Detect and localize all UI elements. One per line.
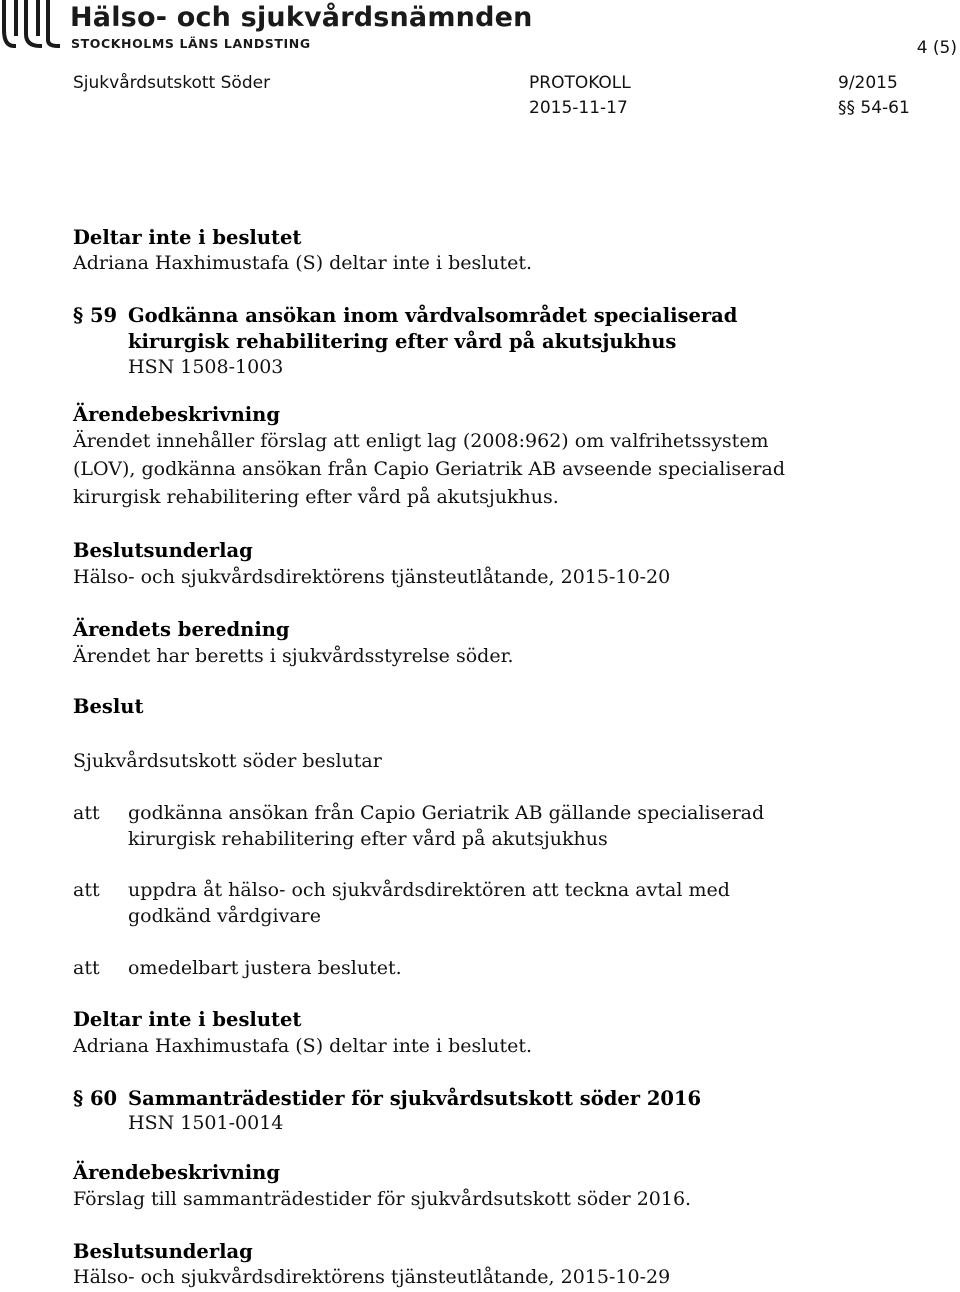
section-heading: Ärendebeskrivning — [73, 1161, 280, 1184]
paragraph-text: Hälso- och sjukvårdsdirektörens tjänsteutlåtande, 2015-10-29 — [73, 1266, 671, 1288]
org-title: Hälso- och sjukvårdsnämnden — [70, 2, 533, 33]
page-number: 4 (5) — [916, 38, 957, 58]
section-title: kirurgisk rehabilitering efter vård på akutsjukhus — [128, 330, 677, 353]
case-number: HSN 1501-0014 — [128, 1112, 284, 1134]
paragraph-text: Förslag till sammanträdestider för sjukvårdsutskott söder 2016. — [73, 1188, 692, 1210]
decision-marker: att — [73, 879, 100, 901]
section-title: Sammanträdestider för sjukvårdsutskott söder 2016 — [128, 1087, 702, 1110]
decision-item-text: kirurgisk rehabilitering efter vård på akutsjukhus — [128, 828, 608, 850]
section-number: § 60 — [73, 1087, 118, 1110]
org-subtitle: STOCKHOLMS LÄNS LANDSTING — [71, 36, 311, 51]
paragraph-text: Ärendet innehåller förslag att enligt lag (2008:962) om valfrihetssystem — [73, 430, 769, 452]
decision-item-text: uppdra åt hälso- och sjukvårdsdirektören att teckna avtal med — [128, 879, 730, 901]
case-number: HSN 1508-1003 — [128, 356, 284, 378]
doc-number: 9/2015 — [838, 73, 898, 93]
paragraph-range: §§ 54-61 — [838, 98, 910, 118]
section-number: § 59 — [73, 304, 118, 327]
decision-item-text: omedelbart justera beslutet. — [128, 957, 402, 979]
paragraph-text: Adriana Haxhimustafa (S) deltar inte i beslutet. — [73, 1035, 533, 1057]
paragraph-text: kirurgisk rehabilitering efter vård på akutsjukhus. — [73, 486, 559, 508]
paragraph-text: (LOV), godkänna ansökan från Capio Geriatrik AB avseende specialiserad — [73, 458, 785, 480]
committee-name: Sjukvårdsutskott Söder — [73, 73, 271, 93]
decision-item-text: godkänd vårdgivare — [128, 905, 321, 927]
section-heading: Ärendets beredning — [73, 618, 290, 641]
paragraph-text: Adriana Haxhimustafa (S) deltar inte i beslutet. — [73, 252, 533, 274]
sll-logo-icon — [0, 0, 62, 50]
section-heading: Beslutsunderlag — [73, 1240, 253, 1263]
paragraph-text: Hälso- och sjukvårdsdirektörens tjänsteutlåtande, 2015-10-20 — [73, 566, 671, 588]
section-heading: Deltar inte i beslutet — [73, 226, 302, 249]
decision-marker: att — [73, 802, 100, 824]
section-heading: Ärendebeskrivning — [73, 403, 280, 426]
section-heading: Beslutsunderlag — [73, 539, 253, 562]
decision-marker: att — [73, 957, 100, 979]
meeting-date: 2015-11-17 — [529, 98, 628, 118]
paragraph-text: Ärendet har beretts i sjukvårdsstyrelse söder. — [73, 645, 514, 667]
doc-type: PROTOKOLL — [529, 73, 631, 93]
section-heading: Beslut — [73, 695, 144, 718]
section-title: Godkänna ansökan inom vårdvalsområdet specialiserad — [128, 304, 738, 327]
decision-intro: Sjukvårdsutskott söder beslutar — [73, 750, 382, 772]
section-heading: Deltar inte i beslutet — [73, 1008, 302, 1031]
decision-item-text: godkänna ansökan från Capio Geriatrik AB gällande specialiserad — [128, 802, 765, 824]
